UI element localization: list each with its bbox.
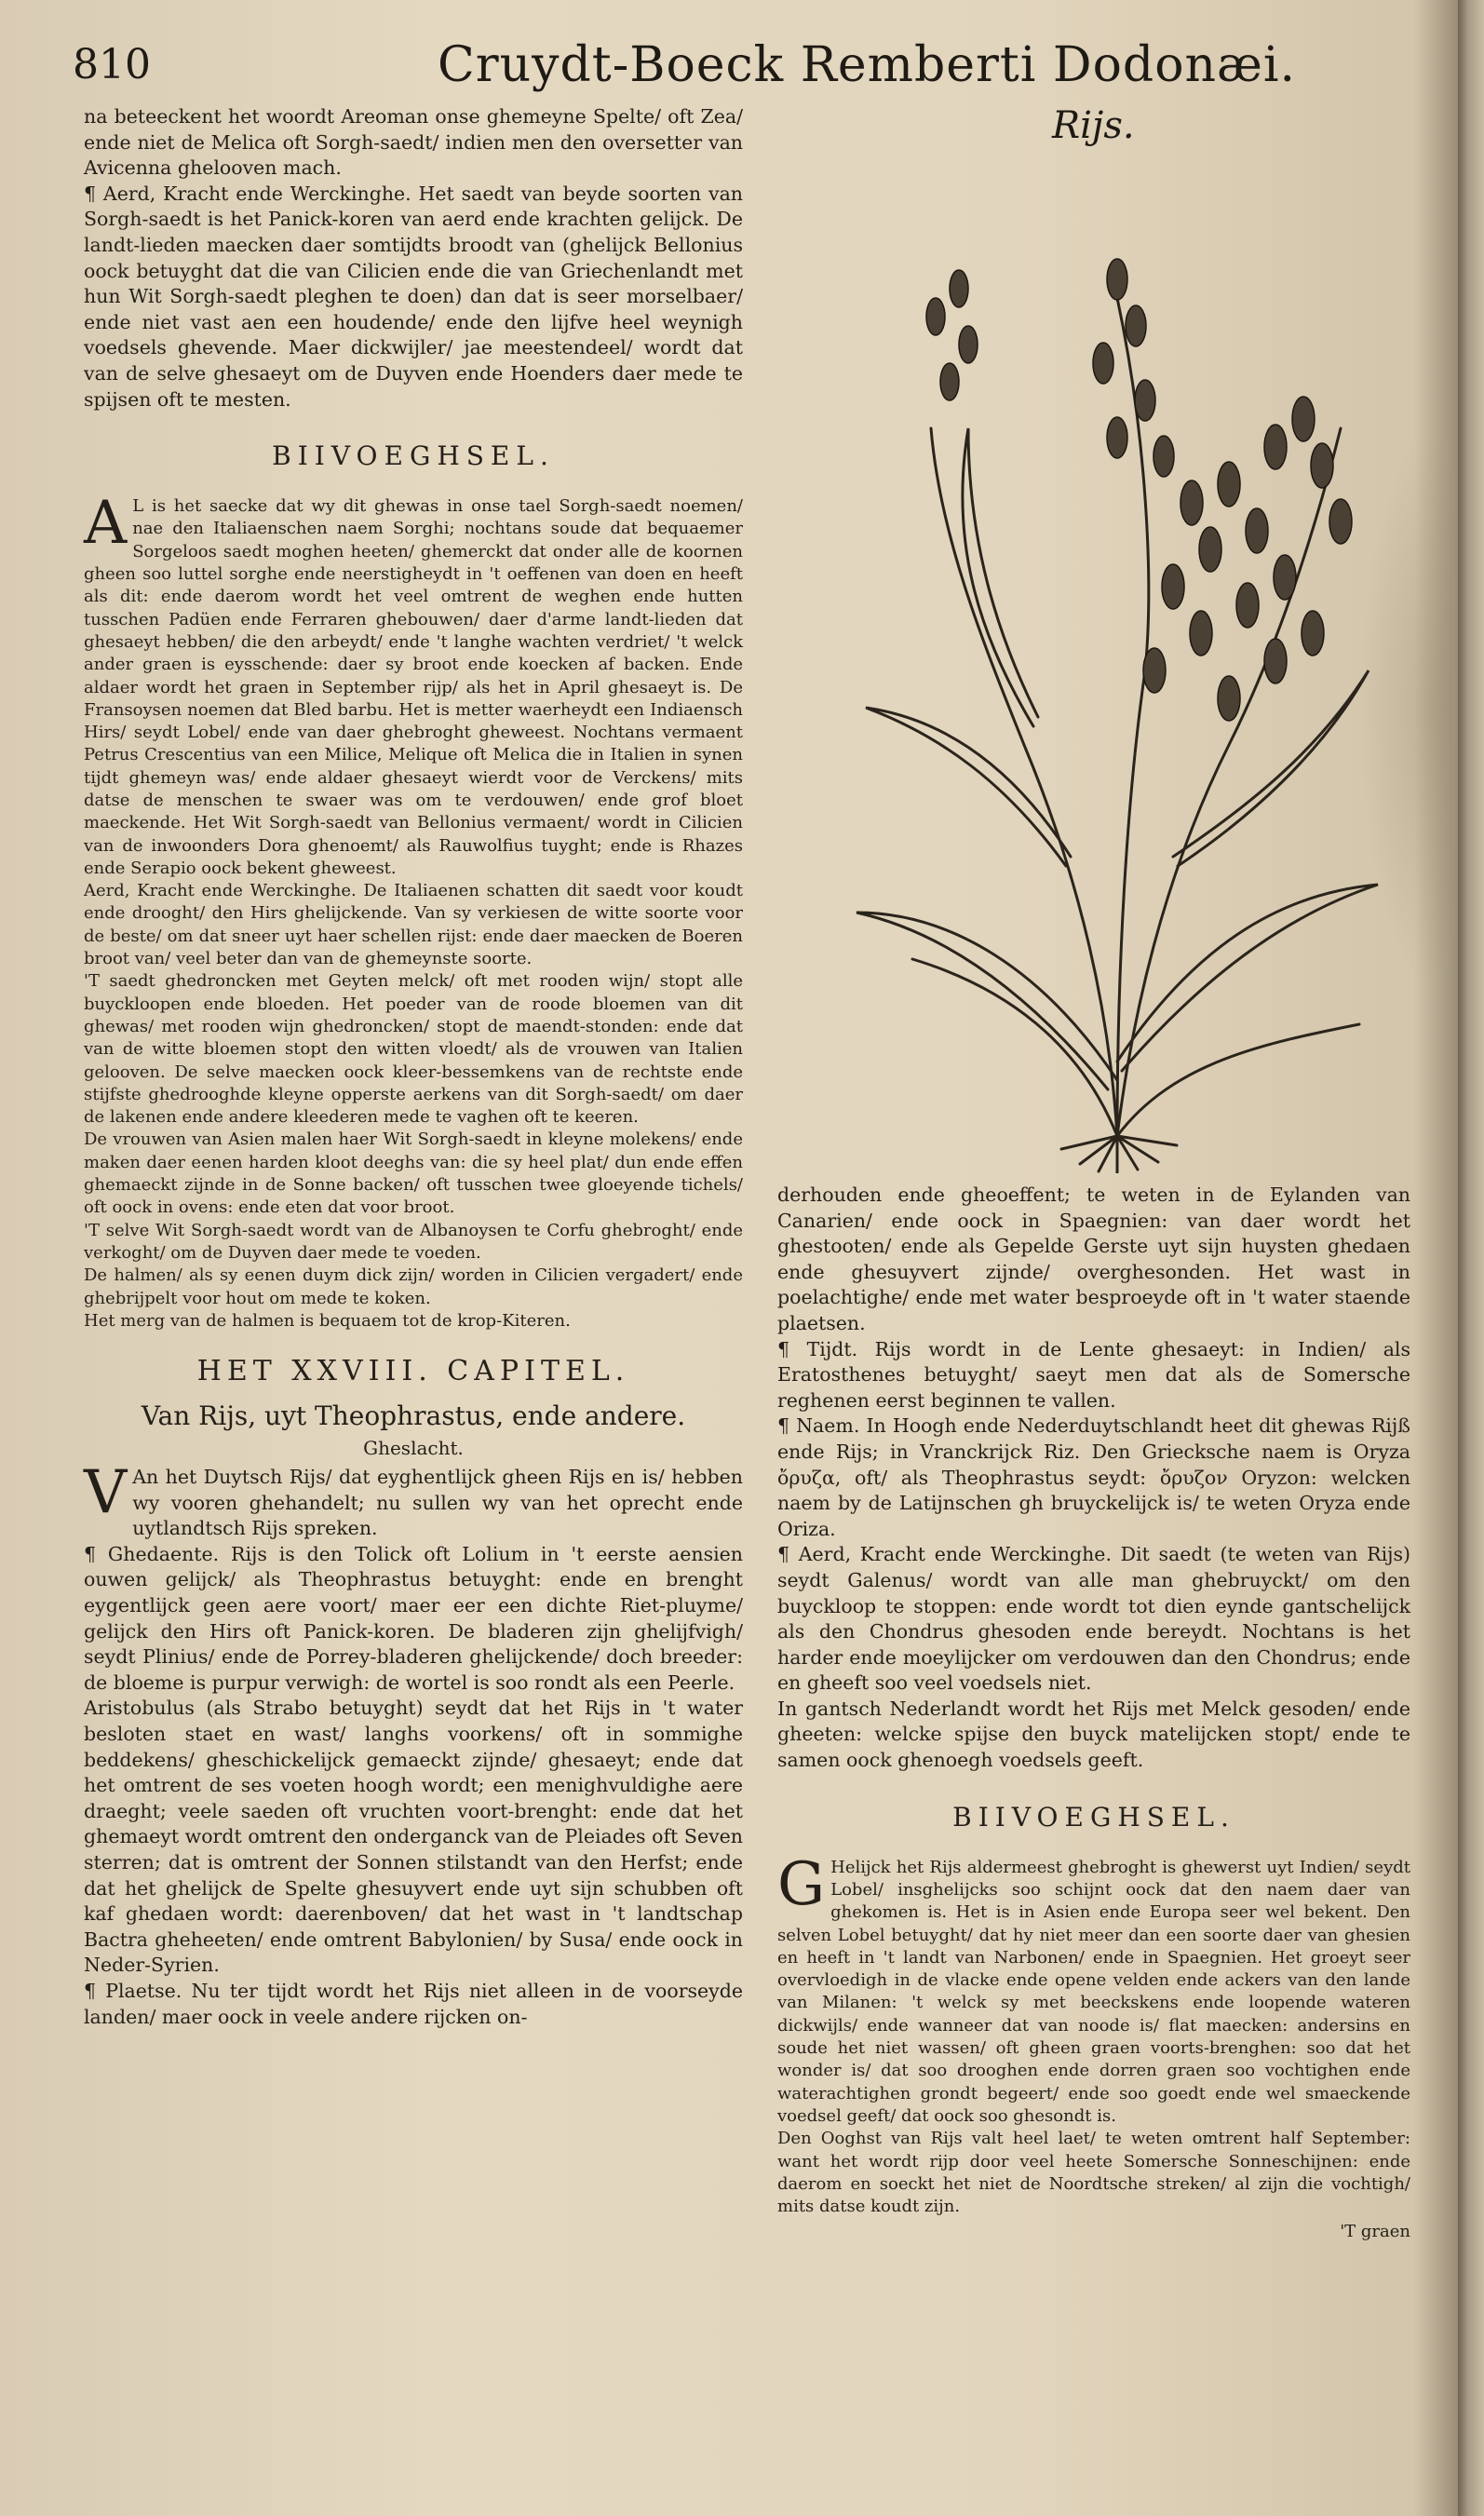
bijvoeghsel-paragraph: G Helijck het Rijs aldermeest ghebroght is ghewerst uyt Indien/ seydt Lobel/ insghelijcks soo schijnt oock dat den naem daer van ghekomen is. Het is in Asien ende Europa seer wel bekent. Den selven Lobel betuyght/ dat hy niet meer dan een soorte daer van ghesien en heeft in 't landt van Narbonen/ ende in Spaegnien. Het groeyt seer overvloedigh in de vlacke ende opene velden ende ackers van den lande van Milanen: 't welck sy met beeckskens ende loopende wateren dickwijls/ ende wanneer dat van noode is/ flat maecken: andersins en soude het niet wassen/ oft gheen graen voorts-brenghen: soo dat het wonder is/ dat soo drooghen ende dorren graen soo vochtighen ende waterachtighen grondt begeert/ ende soo goedt ende wel smaeckende voedsel geeft/ dat oock soo ghesondt is. xyxy=(777,1849,1410,2126)
bijvoeghsel-paragraph: De vrouwen van Asien malen haer Wit Sorgh-saedt in kleyne molekens/ ende maken daer eenen harden kloot deeghs van: die sy heel plat/ dun ende effen ghemaeckt zijnde in de Sonne backen/ oft tusschen twee gloeyende tichels/ oft oock in ovens: ende eten dat voor broot. xyxy=(84,1129,743,1218)
book-edge xyxy=(1458,0,1484,2516)
page-number: 810 xyxy=(73,41,151,88)
body-paragraph: ¶ Naem. In Hoogh ende Nederduytschlandt heet dit ghewas Rijß ende Rijs; in Vranckrijck Riz. Den Griecksche naem is Oryza ὄρυζα, oft/ als Theophrastus seydt: ὄρυζον Oryzon: welcken naem by de Latijnschen gh bruyckelijck is/ te weten Oryza ende Oriza. xyxy=(777,1414,1410,1540)
bijvoeghsel-paragraph: 'T selve Wit Sorgh-saedt wordt van de Albanoysen te Corfu ghebroght/ ende verkoght/ om de Duyven daer mede te voeden. xyxy=(84,1220,743,1263)
intro-paragraph: ¶ Aerd, Kracht ende Werckinghe. Het saedt van beyde soorten van Sorgh-saedt is het Panick-koren van aerd ende krachten gelijck. De landt-lieden maecken daer somtijdts broodt van (ghelijck Bellonius oock betuyght dat die van Cilicien ende die van Griechenlandt met hun Wit Sorgh-saedt pleghen te doen) dan dat is seer morselbaer/ ende niet vast aen een houdende/ ende den lijfve heel weynigh voedsels ghevende. Maer dickwijler/ jae meestendeel/ wordt dat van de selve ghesaeyt om de Duyven ende Hoenders daer mede te spijsen oft te mesten. xyxy=(84,182,743,411)
page-shading xyxy=(1359,428,1452,987)
chapter-paragraph: Aristobulus (als Strabo betuyght) seydt dat het Rijs in 't water besloten staet en wast/ langhs voorkens/ oft in sommighe beddekens/ gheschickelijck gemaeckt zijnde/ ghesaeyt; ende dat het omtrent de ses voeten hoogh wordt; een menighvuldighe aere draeght; veele saeden oft vruchten voort-brenght: ende dat het ghemaeyt wordt omtrent den onderganck van de Pleiades oft Seven sterren; dat is omtrent der Sonnen stilstandt van den Herfst; ende dat het ghelijck de Spelte ghesuyvert ende uyt sijn schubben oft kaf ghedaen wordt: daerenboven/ dat het wast in 't landtschap Bactra gheheeten/ ende omtrent Babylonien/ by Susa/ ende oock in Neder-Syrien. xyxy=(84,1697,743,1977)
body-paragraph: In gantsch Nederlandt wordt het Rijs met Melck gesoden/ ende gheeten: welcke spijse den buyck matelijcken stopt/ ende te samen oock ghenoegh voedsels geeft. xyxy=(777,1697,1410,1772)
chapter-subtitle: Van Rijs, uyt Theophrastus, ende andere. xyxy=(141,1400,686,1432)
catchword: 'T graen xyxy=(1340,2222,1410,2242)
dropcap: A xyxy=(84,489,128,559)
rice-plant-woodcut-icon xyxy=(838,149,1396,1173)
dropcap: V xyxy=(84,1458,128,1528)
section-heading: Gheslacht. xyxy=(363,1437,464,1460)
bijvoeghsel-paragraph: 'T saedt ghedroncken met Geyten melck/ oft met rooden wijn/ stopt alle buyckloopen ende bloeden. Het poeder van de roode bloemen van dit ghewas/ met rooden wijn ghedroncken/ stopt de maendt-stonden: ende dat van de witte bloemen stopt den witten vloedt/ als de vrouwen van Italien gelooven. De selve maecken oock kleer-bessemkens van de rechtste ende stijfste ghedrooghde kleyne opperste aerkens van dit Sorgh-saedt/ om daer de lakenen ende andere kleederen mede te vaghen oft te keeren. xyxy=(84,971,743,1128)
bijvoeghsel-paragraph: Aerd, Kracht ende Werckinghe. De Italiaenen schatten dit saedt voor koudt ende drooght/ den Hirs ghelijckende. Van sy verkiesen de witte soorte voor de beste/ om dat sneer uyt haer schellen rijst: ende daer maecken de Boeren broot van/ veel beter dan van de ghemeynste soorte. xyxy=(84,881,743,969)
body-paragraph: ¶ Aerd, Kracht ende Werckinghe. Dit saedt (te weten van Rijs) seydt Galenus/ wordt van alle man ghebruyckt/ om den buyckloop te stoppen: ende wordt tot dien eynde gantschelijck als den Chondrus ghesoden ende bereydt. Nochtans is het harder ende moeylijcker om verdouwen dan den Chondrus; ende en gheeft soo veel voedsels niet. xyxy=(777,1543,1410,1695)
figure-caption: Rijs. xyxy=(1052,104,1135,147)
chapter-paragraph: ¶ Ghedaente. Rijs is den Tolick oft Lolium in 't eerste aensien ouwen gelijck/ als Theophrastus betuyght: ende en brenght eygentlijck geen aere voort/ maer eer een dichte Riet-pluyme/ gelijck den Hirs oft Panick-koren. De bladeren zijn ghelijfvigh/ seydt Plinius/ ende de Porrey-bladeren ghelijckende/ doch breeder: de bloeme is purpur verwigh: de wortel is soo rondt als een Peerle. xyxy=(84,1542,743,1694)
left-column xyxy=(84,104,743,2030)
right-column xyxy=(777,1183,1410,2241)
chapter-heading: HET XXVIII. CAPITEL. xyxy=(196,1355,630,1388)
intro-paragraph: na beteeckent het woordt Areoman onse ghemeyne Spelte/ oft Zea/ ende niet de Melica oft Sorgh-saedt/ indien men den oversetter van Avicenna ghelooven mach. xyxy=(84,105,743,180)
bijvoeghsel-paragraph: A L is het saecke dat wy dit ghewas in onse tael Sorgh-saedt noemen/ nae den Italiaenschen naem Sorghi; nochtans soude dat bequaemer Sorgeloos saedt moghen heeten/ ghemerckt dat onder alle de koornen gheen soo luttel sorghe ende neerstigheydt in 't oeffenen van doen en heeft als dit: ende daerom wordt het veel omtrent de weghen ende hutten tusschen Padüen ende Ferraren ghebouwen/ daer d'arme landt-lieden dat ghesaeyt hebben/ die den arbeydt/ ende 't langhe wachten verdriet/ 't welck ander graen is eysschende: daer sy broot ende koecken af backen. Ende aldaer wordt het graen in September rijp/ als het in April ghesaeyt is. De Fransoysen noemen dat Bled barbu. Het is metter waerheydt een Indiaensch Hirs/ seydt Lobel/ ende van daer ghebroght gheweest. Nochtans vermaent Petrus Crescentius van een Milice, Melique oft Melica die in Italien in synen tijdt ghemeyn was/ ende aldaer ghesaeyt wierdt voor de Verckens/ mits datse de menschen te swaer was om te verdouwen/ ende grof bloet maeckende. Het Wit Sorgh-saedt van Bellonius vermaent/ wordt in Cilicien van de inwoonders Dora ghenoemt/ als Rauwolfius tuyght; ende is Rhazes ende Serapio oock bekent gheweest. xyxy=(84,489,743,878)
bijvoeghsel-paragraph: Het merg van de halmen is bequaem tot de krop-Kiteren. xyxy=(84,1310,571,1331)
bijvoeghsel-heading: BIIVOEGHSEL. xyxy=(272,440,555,472)
bijvoeghsel-paragraph: De halmen/ als sy eenen duym dick zijn/ worden in Cilicien vergadert/ ende ghebrijpelt voor hout om mede te koken. xyxy=(84,1265,743,1308)
body-paragraph: ¶ Tijdt. Rijs wordt in de Lente ghesaeyt: in Indien/ als Eratosthenes betuyght/ saeyt men dat als de Somersche reghenen eerst beginnen te vallen. xyxy=(777,1337,1410,1412)
body-paragraph: derhouden ende gheoeffent; te weten in de Eylanden van Canarien/ ende oock in Spaegnien: van daer wordt het ghestooten/ ende als Gepelde Gerste uyt sijn huysten ghedaen ende ghesuyvert zijnde/ overghesonden. Het wast in poelachtighe/ ende met water besproeyde oft in 't water staende plaetsen. xyxy=(777,1184,1410,1334)
bijvoeghsel-paragraph: Den Ooghst van Rijs valt heel laet/ te weten omtrent half September: want het wordt rijp door veel heete Somersche Sonneschijnen: ende daerom en soeckt het niet de Noordtsche streken/ al zijn die vochtigh/ mits datse koudt zijn. xyxy=(777,2129,1410,2217)
running-title: Cruydt-Boeck Remberti Dodonæi. xyxy=(438,37,1297,93)
dropcap: G xyxy=(777,1849,826,1919)
bijvoeghsel-heading: BIIVOEGHSEL. xyxy=(952,1801,1235,1833)
chapter-paragraph: V An het Duytsch Rijs/ dat eyghentlijck gheen Rijs en is/ hebben wy vooren ghehandelt; nu sullen wy van het oprecht ende uytlandtsch Rijs spreken. xyxy=(84,1458,743,1540)
chapter-paragraph: ¶ Plaetse. Nu ter tijdt wordt het Rijs niet alleen in de voorseyde landen/ maer oock in veele andere rijcken on- xyxy=(84,1979,743,2028)
